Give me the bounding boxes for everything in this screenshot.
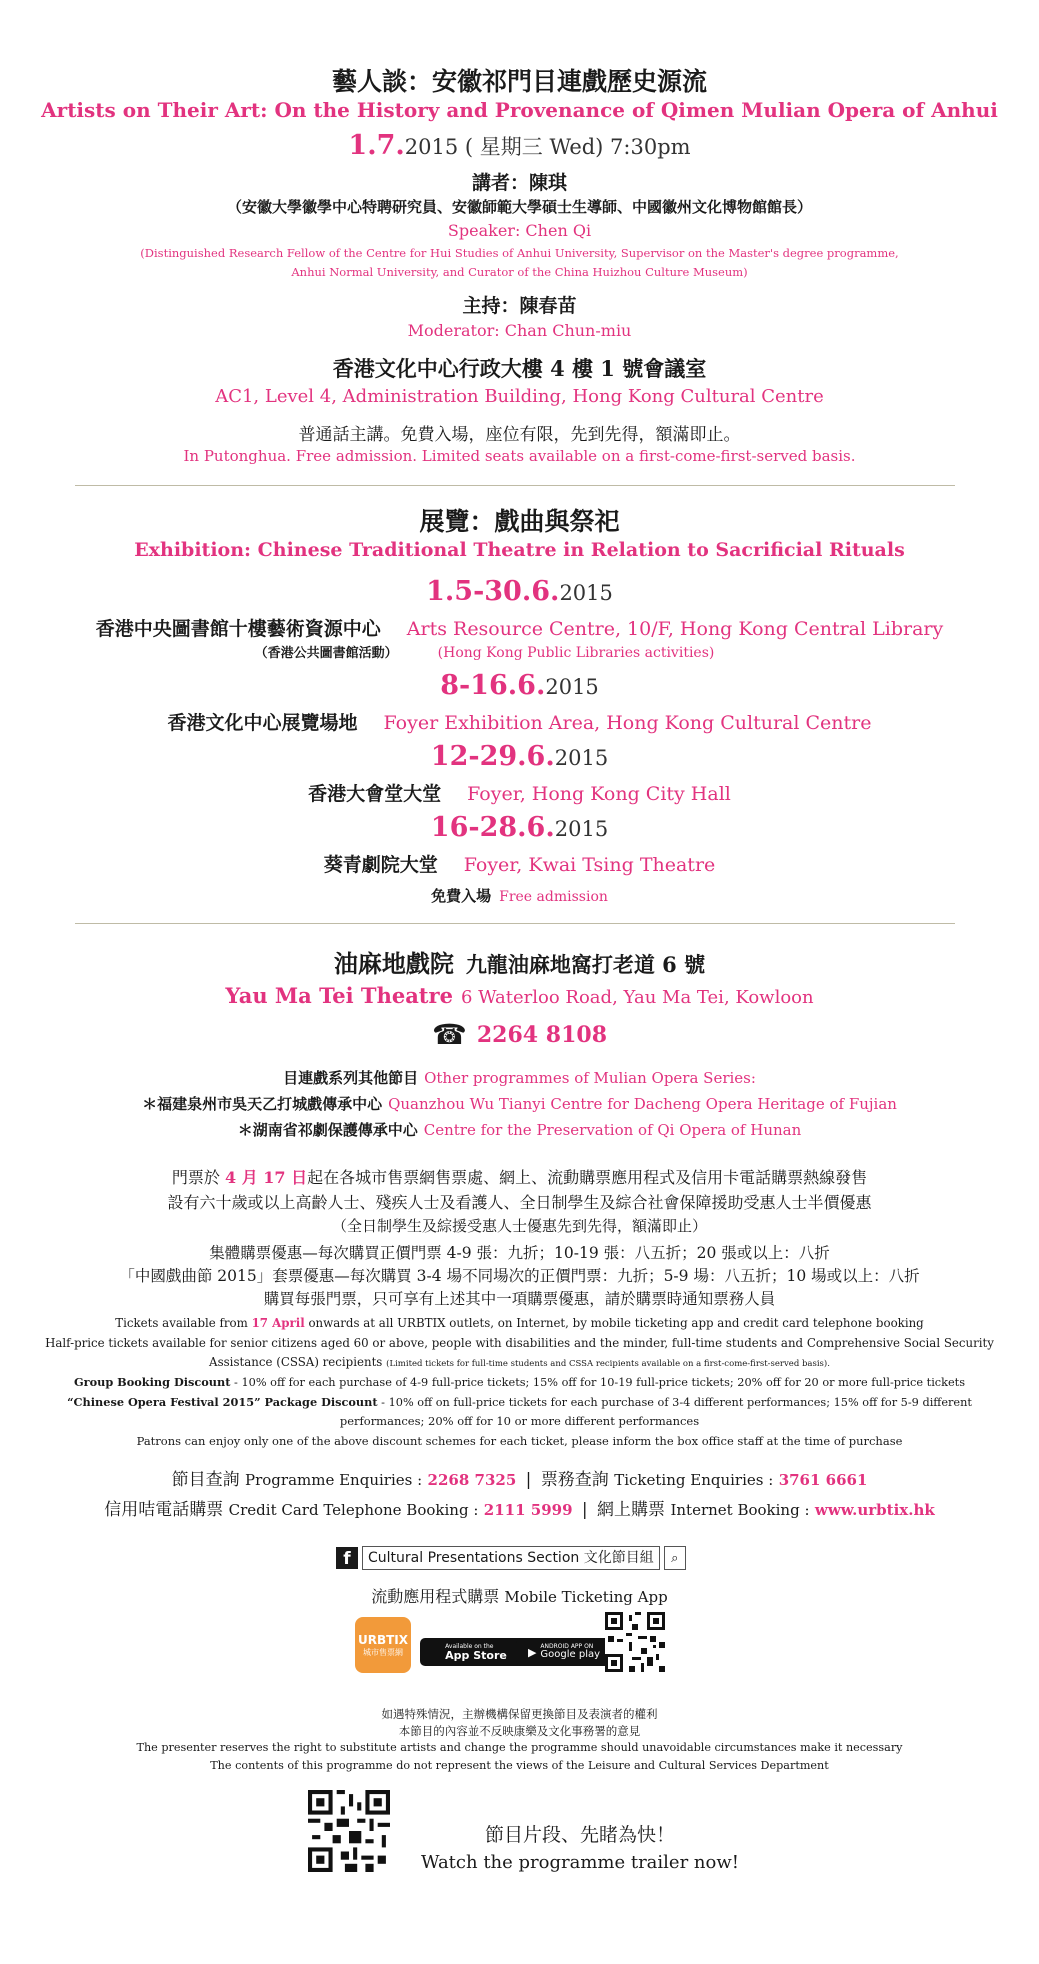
exhibition-free-zh: 免費入場 [431,887,492,905]
talk-title-en: Artists on Their Art: On the History and Provenance of Qimen Mulian Opera of Anhui [41,98,998,122]
exhibition-venue-3 [0,779,1039,806]
group-discount-en: Group Booking Discount - 10% off for each purchase of 4-9 full-price tickets; 15% off for 10-19 full-price tickets; 20% off for 20 or more full-price tickets [73,1375,966,1389]
exhibition-date-3: 12-29.6.2015 [430,741,609,772]
trailer-zh: 節目片段、先睹為快！ [484,1824,675,1846]
facebook-icon: f [336,1547,358,1569]
talk-note-zh: 普通話主講。免費入場，座位有限，先到先得，額滿即止。 [298,425,741,445]
other-programme-2 [0,1119,1039,1140]
ticket-info-en-1: Tickets available from 17 April onwards at all URBTIX outlets, on Internet, by mobile ticketing app and credit card telephone booking [115,1316,924,1330]
package-discount-en-2: performances; 20% off for 10 or more different performances [339,1414,700,1428]
enquiries-row-1: 節目查詢 Programme Enquiries : 2268 7325 | 票務查詢 Ticketing Enquiries : 3761 6661 [171,1470,868,1490]
other-programme-1 [0,1093,1039,1114]
moderator-en: Moderator: Chan Chun-miu [407,321,632,340]
talk-date-day: 1.7. [348,130,405,161]
speaker-affiliation-zh: （安徽大學徽學中心特聘研究員、安徽師範大學碩士生導師、中國徽州文化博物館館長） [226,198,812,216]
theatre-name-en: Yau Ma Tei Theatre [225,983,453,1008]
credit-card-booking-number[interactable]: 2111 5999 [483,1501,573,1519]
exhibition-title-en: Exhibition: Chinese Traditional Theatre in Relation to Sacrificial Rituals [134,539,905,561]
other-programmes-zh: 目連戲系列其他節目 [283,1069,419,1087]
group-discount-zh: 集體購票優惠—每次購買正價門票 4-9 張：九折；10-19 張：八五折；20 張或以上：八折 [209,1244,830,1262]
theatre-zh [0,944,1039,979]
talk-note-en: In Putonghua. Free admission. Limited seats available on a first-come-first-served basis. [183,447,856,465]
telephone-icon: ☎ [431,1018,467,1051]
urbtix-app-logo[interactable]: URBTIX 城市售票網 [355,1617,411,1673]
other-programmes [0,1067,1039,1088]
talk-venue-zh: 香港文化中心行政大樓 4 樓 1 號會議室 [332,356,707,381]
ticketing-enquiry-number[interactable]: 3761 6661 [778,1471,868,1489]
exhibition-title-zh: 展覽：戲曲與祭祀 [419,507,620,536]
programme-enquiry-number[interactable]: 2268 7325 [427,1471,517,1489]
exhibition-venue-4-zh: 葵青劇院大堂 [323,854,438,876]
theatre-en [0,983,1039,1008]
talk-date [0,130,1039,161]
discount-note-zh: 購買每張門票，只可享有上述其中一項購票優惠，請於購票時通知票務人員 [263,1290,776,1308]
divider-2 [75,923,955,924]
exhibition-venue-1-zh: 香港中央圖書館十樓藝術資源中心 [95,618,381,640]
exhibition-date-2: 8-16.6.2015 [440,670,599,701]
speaker-affiliation-en-1: (Distinguished Research Fellow of the Centre for Hui Studies of Anhui University, Supervisor on the Master's degree programme, [140,246,899,260]
theatre-address-zh: 九龍油麻地窩打老道 6 號 [465,952,706,977]
theatre-phone-number[interactable]: 2264 8108 [476,1021,607,1048]
disclaimer-en-1: The presenter reserves the right to substitute artists and change the programme should unavoidable circumstances make it necessary [136,1741,903,1754]
other-programme-1-en: Quanzhou Wu Tianyi Centre for Dacheng Opera Heritage of Fujian [388,1095,897,1113]
ticket-info-zh-2: 設有六十歲或以上高齡人士、殘疾人士及看護人、全日制學生及綜合社會保障援助受惠人士半價優惠 [167,1193,872,1212]
facebook-bar[interactable] [336,1546,686,1570]
speaker-zh: 講者：陳琪 [471,172,567,194]
exhibition-venue-3-zh: 香港大會堂大堂 [308,783,442,805]
other-programme-1-zh: ＊福建泉州市吳天乙打城戲傳承中心 [142,1095,383,1113]
exhibition-venue-4 [0,850,1039,877]
ticket-info-en-2: Half-price tickets available for senior citizens aged 60 or above, people with disabilities and the minder, full-time students and Comprehensive Social Security [45,1336,994,1350]
package-discount-zh: 「中國戲曲節 2015」套票優惠—每次購買 3-4 場不同場次的正價門票：九折；5-9 場：八五折；10 場或以上：八折 [119,1267,920,1285]
internet-booking-link[interactable]: www.urbtix.hk [814,1501,935,1519]
talk-venue-en: AC1, Level 4, Administration Building, Hong Kong Cultural Centre [215,386,824,407]
ticket-info-zh-1: 門票於 4 月 17 日起在各城市售票網售票處、網上、流動購票應用程式及信用卡電話購票熱線發售 [171,1168,868,1187]
exhibition-free-en: Free admission [499,889,608,905]
divider-1 [75,485,955,486]
exhibition-venue-2-en: Foyer Exhibition Area, Hong Kong Cultural Centre [383,712,872,734]
disclaimer-zh-1: 如遇特殊情況，主辦機構保留更換節目及表演者的權利 [381,1707,658,1721]
exhibition-sub-1-en: (Hong Kong Public Libraries activities) [437,645,715,661]
speaker-en: Speaker: Chen Qi [447,221,592,240]
trailer-qr-code-icon[interactable] [308,1790,390,1872]
exhibition-date-1: 1.5-30.6.2015 [426,576,613,607]
talk-title-zh: 藝人談：安徽祁門目連戲歷史源流 [331,67,707,96]
trailer-en: Watch the programme trailer now! [421,1852,739,1873]
ticket-info-en-3: Assistance (CSSA) recipients (Limited tickets for full-time students and CSSA recipients available on a first-come-first-served basis). [209,1355,830,1369]
ticket-info-zh-3: （全日制學生及綜援受惠人士優惠先到先得，額滿即止） [331,1217,707,1235]
speaker-affiliation-en-2: Anhui Normal University, and Curator of the China Huizhou Culture Museum) [291,265,748,279]
search-icon[interactable]: ⌕ [664,1546,686,1570]
exhibition-free [0,885,1039,906]
disclaimer-en-2: The contents of this programme do not represent the views of the Leisure and Cultural Services Department [210,1759,829,1772]
exhibition-venue-2-zh: 香港文化中心展覽場地 [167,712,358,734]
enquiries-row-2: 信用咭電話購票 Credit Card Telephone Booking : 2111 5999 | 網上購票 Internet Booking : www.urbtix.hk [104,1500,935,1520]
other-programme-2-zh: ＊湖南省祁劇保護傳承中心 [237,1121,418,1139]
exhibition-venue-1-en: Arts Resource Centre, 10/F, Hong Kong Central Library [406,618,944,640]
exhibition-sub-1 [0,642,1039,661]
other-programme-2-en: Centre for the Preservation of Qi Opera of Hunan [423,1121,802,1139]
other-programmes-en: Other programmes of Mulian Opera Series: [424,1069,756,1087]
app-store-badge[interactable]: Available on the App Store [420,1638,528,1666]
app-qr-code-icon[interactable] [605,1612,665,1672]
theatre-name-zh: 油麻地戲院 [333,949,454,978]
talk-date-rest: 2015 ( 星期三 Wed) 7:30pm [404,135,691,159]
play-icon: ▶ [527,1645,537,1659]
exhibition-sub-1-zh: （香港公共圖書館活動） [254,646,398,661]
mobile-app-heading: 流動應用程式購票 Mobile Ticketing App [371,1587,668,1606]
exhibition-venue-1 [0,614,1039,641]
disclaimer-zh-2: 本節目的內容並不反映康樂及文化事務署的意見 [398,1724,641,1738]
package-discount-en: “Chinese Opera Festival 2015” Package Discount - 10% off on full-price tickets for each purchase of 3-4 different performances; 15% off for 5-9 different [67,1395,972,1409]
moderator-zh: 主持：陳春苗 [462,295,577,317]
theatre-address-en: 6 Waterloo Road, Yau Ma Tei, Kowloon [460,987,814,1008]
discount-note-en: Patrons can enjoy only one of the above discount schemes for each ticket, please inform the box office staff at the time of purchase [136,1434,903,1448]
exhibition-venue-2 [0,708,1039,735]
exhibition-venue-4-en: Foyer, Kwai Tsing Theatre [463,854,716,876]
theatre-phone [0,1018,1039,1051]
facebook-page-name[interactable]: Cultural Presentations Section 文化節目組 [362,1546,660,1570]
google-play-badge[interactable]: ▶ ANDROID APP ON Google play [516,1638,612,1666]
exhibition-venue-3-en: Foyer, Hong Kong City Hall [467,783,731,805]
exhibition-date-4: 16-28.6.2015 [430,812,609,843]
